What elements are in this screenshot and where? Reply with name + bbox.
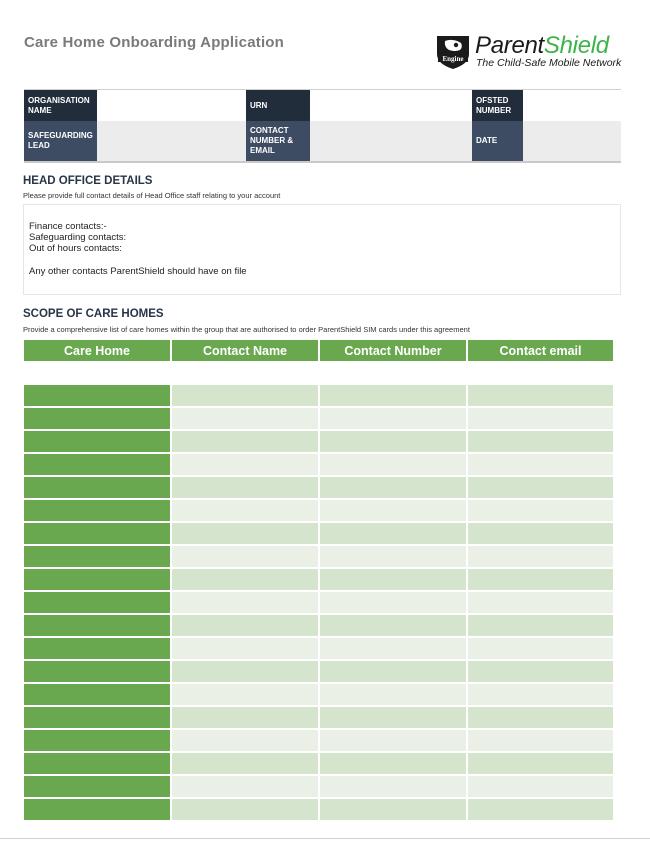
contact-name-cell[interactable]: [172, 615, 320, 638]
safeguarding-lead-field[interactable]: [97, 121, 246, 162]
contact-email-cell[interactable]: [468, 638, 615, 661]
table-row: [24, 615, 615, 638]
contact-name-cell[interactable]: [172, 707, 320, 730]
contact-number-cell[interactable]: [320, 385, 468, 408]
contact-name-cell[interactable]: [172, 730, 320, 753]
contact-name-cell[interactable]: [172, 385, 320, 408]
date-field[interactable]: [523, 121, 621, 162]
shield-icon: [435, 32, 471, 70]
table-row: [24, 454, 615, 477]
table-row: [24, 638, 615, 661]
care-home-cell[interactable]: [24, 546, 172, 569]
care-home-cell[interactable]: [24, 477, 172, 500]
page-bottom-rule: [0, 838, 650, 839]
contact-number-cell[interactable]: [320, 799, 468, 822]
head-office-heading: HEAD OFFICE DETAILS: [23, 175, 153, 187]
contact-email-cell[interactable]: [468, 615, 615, 638]
contact-name-cell[interactable]: [172, 454, 320, 477]
brand-part-2: Shield: [543, 32, 609, 59]
contact-number-cell[interactable]: [320, 408, 468, 431]
contact-number-cell[interactable]: [320, 569, 468, 592]
parentshield-logo: [435, 32, 630, 72]
contact-number-cell[interactable]: [320, 707, 468, 730]
contact-number-cell[interactable]: [320, 684, 468, 707]
contact-number-cell[interactable]: [320, 431, 468, 454]
contact-name-cell[interactable]: [172, 638, 320, 661]
contact-number-cell[interactable]: [320, 730, 468, 753]
contact-name-cell[interactable]: [172, 523, 320, 546]
care-home-cell[interactable]: [24, 707, 172, 730]
contact-name-cell[interactable]: [172, 500, 320, 523]
contact-number-cell[interactable]: [320, 753, 468, 776]
care-home-cell[interactable]: [24, 638, 172, 661]
head-office-contacts-box[interactable]: [23, 204, 621, 295]
care-homes-instruction: Provide a comprehensive list of care homes within the group that are authorised to order ParentShield SIM cards under this agreement: [23, 325, 470, 334]
care-home-cell[interactable]: [24, 684, 172, 707]
contact-name-cell[interactable]: [172, 684, 320, 707]
spacer-cell: [24, 363, 172, 385]
spacer-cell: [320, 363, 468, 385]
table-row: [24, 477, 615, 500]
contact-email-cell[interactable]: [468, 753, 615, 776]
contact-email-cell[interactable]: [468, 569, 615, 592]
safeguarding-lead-label: SAFEGUARDING LEAD: [24, 121, 97, 162]
brand-tagline: The Child-Safe Mobile Network: [476, 57, 622, 69]
care-home-cell[interactable]: [24, 431, 172, 454]
contact-email-cell[interactable]: [468, 408, 615, 431]
brand-name: [475, 33, 609, 59]
contact-email-cell[interactable]: [468, 776, 615, 799]
table-row: [24, 707, 615, 730]
contact-name-cell[interactable]: [172, 753, 320, 776]
contact-name-cell[interactable]: [172, 799, 320, 822]
care-home-cell[interactable]: [24, 615, 172, 638]
document-title: Care Home Onboarding Application: [24, 34, 285, 51]
out-of-hours-contacts: Out of hours contacts:: [29, 243, 122, 254]
contact-number-cell[interactable]: [320, 523, 468, 546]
table-row: [24, 776, 615, 799]
care-home-cell[interactable]: [24, 753, 172, 776]
table-row: [24, 385, 615, 408]
care-home-cell[interactable]: [24, 730, 172, 753]
contact-email-cell[interactable]: [468, 730, 615, 753]
care-home-cell[interactable]: [24, 592, 172, 615]
organisation-info-table: [24, 89, 621, 163]
column-header-contact-email: Contact email: [468, 340, 615, 363]
contact-number-cell[interactable]: [320, 615, 468, 638]
contact-number-cell[interactable]: [320, 661, 468, 684]
column-header-contact-name: Contact Name: [172, 340, 320, 363]
contact-name-cell[interactable]: [172, 477, 320, 500]
contact-email-cell[interactable]: [468, 661, 615, 684]
contact-number-cell[interactable]: [320, 500, 468, 523]
table-row: [24, 500, 615, 523]
contact-email-cell[interactable]: [468, 592, 615, 615]
contact-number-cell[interactable]: [320, 477, 468, 500]
other-contacts: Any other contacts ParentShield should have on file: [29, 266, 247, 277]
care-homes-rows: [24, 363, 615, 822]
safeguarding-contacts: Safeguarding contacts:: [29, 232, 127, 243]
contact-number-cell[interactable]: [320, 546, 468, 569]
spacer-cell: [172, 363, 320, 385]
care-home-cell[interactable]: [24, 661, 172, 684]
table-row: [24, 684, 615, 707]
care-home-cell[interactable]: [24, 776, 172, 799]
contact-name-cell[interactable]: [172, 569, 320, 592]
care-home-cell[interactable]: [24, 799, 172, 822]
urn-field[interactable]: [310, 90, 472, 122]
ofsted-number-label: OFSTED NUMBER: [472, 90, 523, 122]
contact-name-cell[interactable]: [172, 431, 320, 454]
contact-name-cell[interactable]: [172, 408, 320, 431]
care-home-cell[interactable]: [24, 500, 172, 523]
contact-email-cell[interactable]: [468, 707, 615, 730]
care-homes-table: [24, 340, 615, 822]
head-office-instruction: Please provide full contact details of Head Office staff relating to your account: [23, 191, 281, 200]
contact-email-cell[interactable]: [468, 546, 615, 569]
care-home-cell[interactable]: [24, 569, 172, 592]
table-row: [24, 523, 615, 546]
table-row: [24, 753, 615, 776]
care-home-cell[interactable]: [24, 454, 172, 477]
contact-email-cell[interactable]: [468, 799, 615, 822]
contact-email-cell[interactable]: [468, 385, 615, 408]
care-home-cell[interactable]: [24, 408, 172, 431]
contact-number-cell[interactable]: [320, 454, 468, 477]
date-label: DATE: [472, 121, 523, 162]
urn-label: URN: [246, 90, 310, 122]
care-homes-heading: SCOPE OF CARE HOMES: [23, 308, 164, 320]
contact-number-cell[interactable]: [320, 592, 468, 615]
organisation-name-label: ORGANISATION NAME: [24, 90, 97, 122]
spacer-cell: [468, 363, 615, 385]
organisation-name-field[interactable]: [97, 90, 246, 122]
care-home-cell[interactable]: [24, 385, 172, 408]
contact-email-cell[interactable]: [468, 477, 615, 500]
contact-number-cell[interactable]: [320, 776, 468, 799]
contact-name-cell[interactable]: [172, 661, 320, 684]
contact-email-cell[interactable]: [468, 454, 615, 477]
brand-part-1: Parent: [475, 32, 544, 59]
badge-text: Engine: [442, 55, 464, 63]
table-row: [24, 569, 615, 592]
table-row: [24, 730, 615, 753]
care-home-cell[interactable]: [24, 523, 172, 546]
contact-email-cell[interactable]: [468, 431, 615, 454]
table-row: [24, 431, 615, 454]
table-row: [24, 592, 615, 615]
contact-name-cell[interactable]: [172, 592, 320, 615]
contact-number-email-label: CONTACT NUMBER & EMAIL: [246, 121, 310, 162]
table-row: [24, 661, 615, 684]
contact-number-email-field[interactable]: [310, 121, 472, 162]
column-header-contact-number: Contact Number: [320, 340, 468, 363]
contact-email-cell[interactable]: [468, 684, 615, 707]
finance-contacts: Finance contacts:-: [29, 221, 107, 232]
header-spacer-row: [24, 363, 615, 385]
contact-email-cell[interactable]: [468, 500, 615, 523]
table-row: [24, 546, 615, 569]
table-row: [24, 799, 615, 822]
contact-number-cell[interactable]: [320, 638, 468, 661]
column-header-care-home: Care Home: [24, 340, 172, 363]
ofsted-number-field[interactable]: [523, 90, 621, 122]
contact-name-cell[interactable]: [172, 776, 320, 799]
table-row: [24, 408, 615, 431]
contact-email-cell[interactable]: [468, 523, 615, 546]
contact-name-cell[interactable]: [172, 546, 320, 569]
